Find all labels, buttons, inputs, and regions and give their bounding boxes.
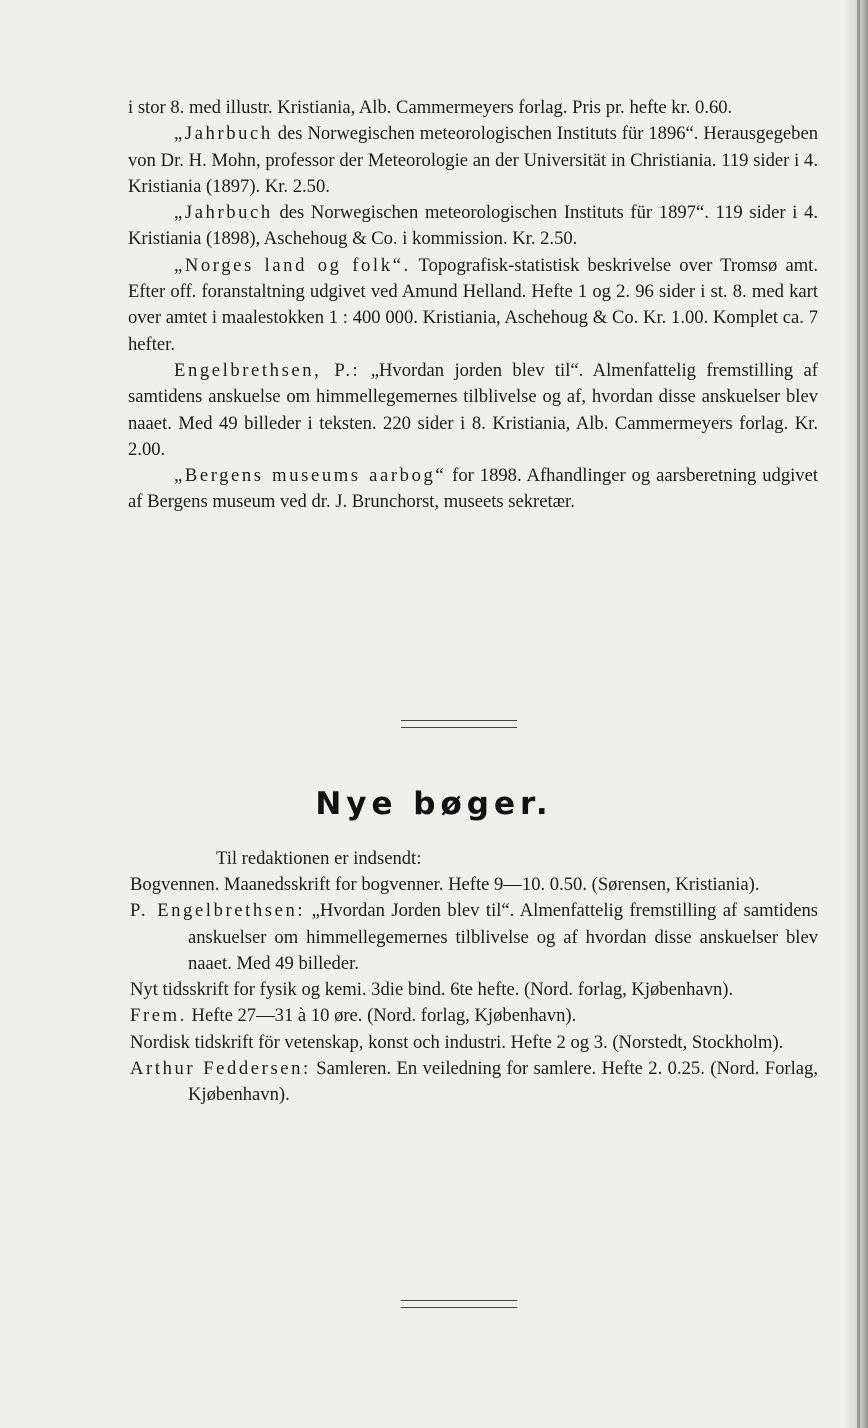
list-item (130, 1030, 818, 1056)
section-divider-top (401, 720, 517, 728)
list-item (130, 1056, 818, 1109)
paragraph-lead: „Bergens museums aarbog“ (174, 465, 447, 487)
list-item (130, 977, 818, 1003)
entry-lead: Nyt (130, 979, 158, 1001)
paragraph-text: for 1898. Afhandlinger og aarsberetning udgivet af Bergens museum ved dr. J. Brunchorst, museets sekretær. (128, 465, 818, 513)
entry-text: „Hvordan Jorden blev til“. Almenfattelig fremstilling af samtidens anskuelser om himmellegemernes tilblivelse og af hvordan disse anskuelser blev naaet. Med 49 billeder. (188, 900, 818, 974)
entry-text: Samleren. En veiledning for samlere. Hefte 2. 0.25. (Nord. Forlag, Kjøbenhavn). (188, 1058, 818, 1106)
paragraph-text: des Norwegischen meteorologischen Instituts für 1896“. Herausgegeben von Dr. H. Mohn, professor der Meteorologie an der Universität in Christiania. 119 sider i 4. Kristiania (1897). Kr. 2.50. (128, 123, 818, 197)
binding-line (857, 0, 860, 1428)
entry-lead: Arthur Feddersen: (130, 1058, 311, 1080)
section-heading: Nye bøger. (315, 786, 553, 822)
paragraph-text: „Hvordan jorden blev til“. Almenfattelig fremstilling af samtidens anskuelse om himmellegemernes tilblivelse og af, hvordan disse anskuelser blev naaet. Med 49 billeder i teksten. 220 sider i 8. Kristiania, Alb. Cammermeyers forlag. Kr. 2.00. (128, 359, 818, 460)
entry-lead: P. Engelbrethsen: (130, 900, 306, 922)
section-divider-bottom (401, 1300, 517, 1308)
entry-text: tidsskrift for fysik og kemi. 3die bind. 6te hefte. (Nord. forlag, Kjøbenhavn). (157, 979, 734, 1001)
paragraph-text: i stor 8. med illustr. Kristiania, Alb. Cammermeyers forlag. Pris pr. hefte kr. 0.60. (128, 97, 733, 118)
entry-lead: Frem. (130, 1005, 187, 1027)
paragraph-text: Topografisk-statistisk beskrivelse over Tromsø amt. Efter off. foranstaltning udgivet ved Amund Helland. Hefte 1 og 2. 96 sider i st. 8. med kart over amtet i maalestokken 1 : 400 000. Kristiania, Aschehoug & Co. Kr. 1.00. Komplet ca. 7 hefter. (128, 254, 818, 355)
entry-lead: Nordisk (130, 1031, 190, 1053)
paragraph-bergens-museum (128, 463, 818, 516)
paragraph-continuation (128, 95, 818, 121)
paragraph-lead: „Jahrbuch (174, 202, 273, 224)
entry-text: Hefte 27—31 à 10 øre. (Nord. forlag, Kjøbenhavn). (186, 1005, 577, 1027)
paragraph-lead: „Jahrbuch (174, 123, 273, 145)
received-books-list (130, 872, 818, 1109)
paragraph-norges-land (128, 253, 818, 358)
list-item (130, 872, 818, 898)
paragraph-jahrbuch-1897 (128, 200, 818, 253)
paragraph-lead: „Norges land og folk“. (174, 254, 411, 276)
list-intro: Til redaktionen er indsendt: (216, 848, 422, 869)
paragraph-engelbrethsen (128, 358, 818, 463)
entry-text: Maanedsskrift for bogvenner. Hefte 9—10. 0.50. (Sørensen, Kristiania). (219, 874, 760, 895)
list-item (130, 898, 818, 977)
list-item (130, 1003, 818, 1029)
paragraph-lead: Engelbrethsen, P.: (174, 359, 361, 381)
top-section (128, 95, 818, 516)
entry-text: tidskrift för vetenskap, konst och industri. Hefte 2 og 3. (Norstedt, Stockholm). (189, 1031, 784, 1053)
paragraph-jahrbuch-1896 (128, 121, 818, 200)
entry-lead: Bogvennen. (130, 874, 220, 895)
paragraph-text: des Norwegischen meteorologischen Instituts für 1897“. 119 sider i 4. Kristiania (1898), Aschehoug & Co. i kommission. Kr. 2.50. (128, 202, 818, 250)
